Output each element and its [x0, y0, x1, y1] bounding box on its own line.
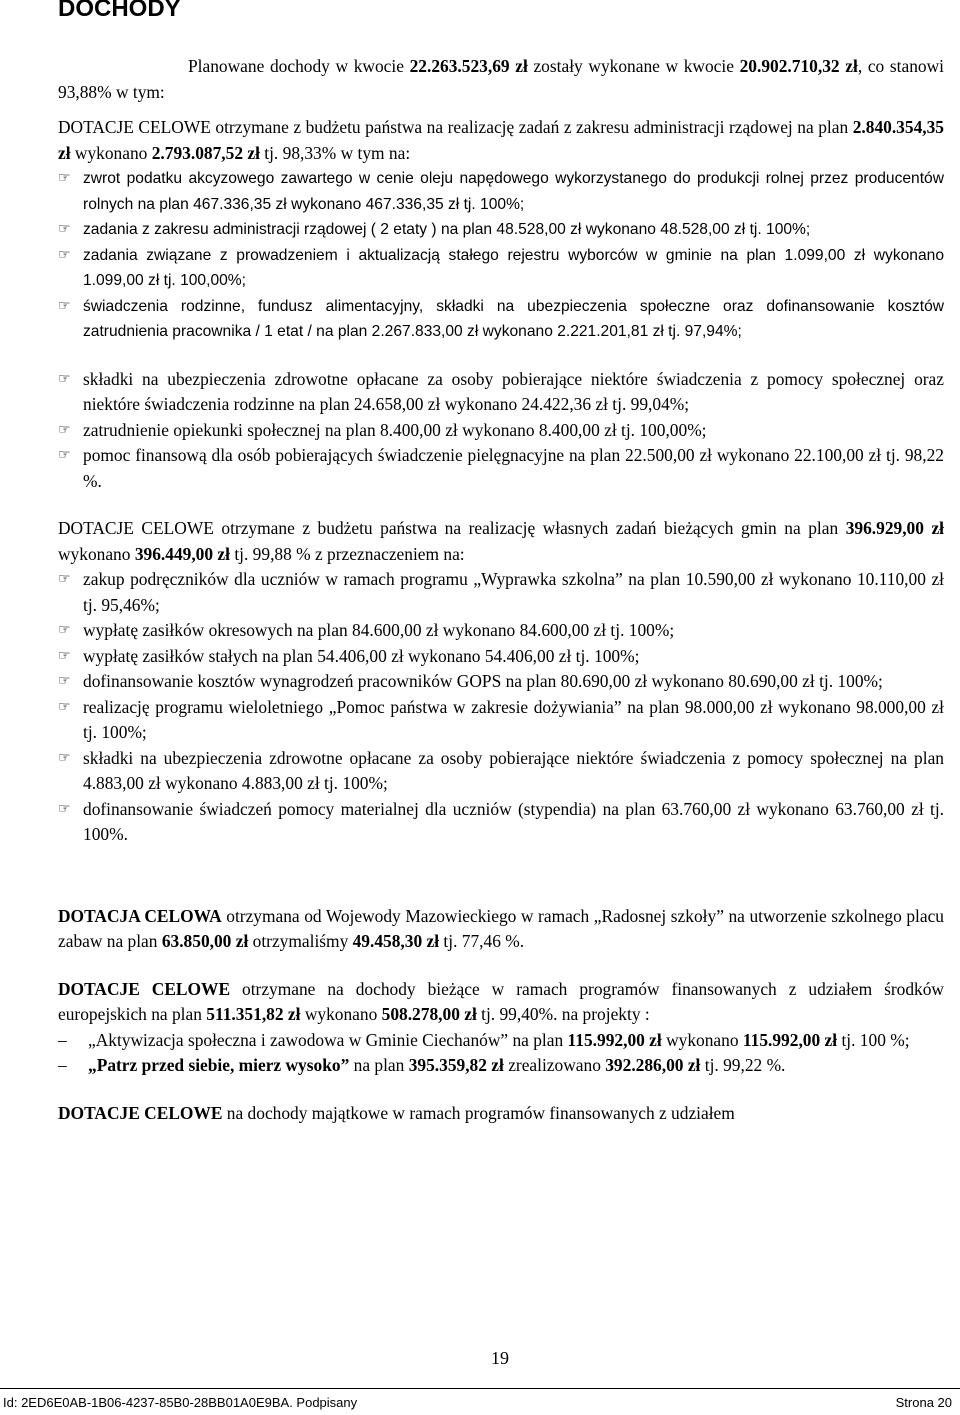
section2-heading: DOTACJE CELOWE [58, 518, 214, 538]
list-item [58, 797, 944, 848]
list-item-text: składki na ubezpieczenia zdrowotne opłacane za osoby pobierające niektóre świadczenia z pomocy społecznej oraz niektóre świadczenia rodzinne na plan 24.658,00 zł wykonano 24.422,36 zł tj. 99,04%; [83, 368, 944, 414]
list-item-text: zadania z zakresu administracji rządowej ( 2 etaty ) na plan 48.528,00 zł wykonano 48.528,00 zł tj. 100%; [83, 221, 811, 238]
project-list [58, 1028, 944, 1079]
list-item-text: zwrot podatku akcyzowego zawartego w cenie oleju napędowego wykorzystanego do produkcji rolnej przez producentów rolnych na plan 467.336,35 zł wykonano 467.336,35 zł tj. 100%; [83, 170, 944, 213]
list-item [58, 243, 944, 294]
list-item [58, 217, 944, 243]
list-item-text: wypłatę zasiłków stałych na plan 54.406,00 zł wykonano 54.406,00 zł tj. 100%; [83, 645, 640, 666]
hand-pointing-icon: ☞ [58, 749, 71, 766]
project-item: – „Patrz przed siebie, mierz wysoko” na plan 395.359,82 zł zrealizowano 392.286,00 zł tj. 99,22 %. [58, 1053, 944, 1079]
list-item [58, 618, 944, 644]
section2-list [58, 567, 944, 848]
hand-pointing-icon: ☞ [58, 571, 71, 587]
hand-pointing-icon: ☞ [58, 297, 71, 314]
section1-heading: DOTACJE CELOWE [58, 117, 211, 137]
section4-paragraph: DOTACJE CELOWE otrzymane na dochody bieżące w ramach programów finansowanych z udziałem środków europejskich na plan 511.351,82 zł wykonano 508.278,00 zł tj. 99,40%. na projekty : [58, 978, 944, 1024]
section3-paragraph: DOTACJA CELOWA otrzymana od Wojewody Mazowieckiego w ramach „Radosnej szkoły” na utworzenie szkolnego placu zabaw na plan 63.850,00 zł otrzymaliśmy 49.458,30 zł tj. 77,46 %. [58, 905, 945, 951]
list-item [58, 294, 944, 345]
dash-bullet: – [58, 1055, 67, 1075]
list-item [58, 418, 944, 444]
page-number: 19 [491, 1348, 509, 1368]
list-item-text: świadczenia rodzinne, fundusz alimentacyjny, składki na ubezpieczenia społeczne oraz dofinansowanie kosztów zatrudnienia pracownika / 1 etat / na plan 2.267.833,00 zł wykonano 2.221.201,81 zł tj. 97,94%; [83, 297, 944, 340]
section4-heading: DOTACJE CELOWE [58, 978, 231, 999]
section1-paragraph: DOTACJE CELOWE otrzymane z budżetu państwa na realizację zadań z zakresu administracji rządowej na plan 2.840.354,35 zł wykonano 2.793.087,52 zł tj. 98,33% w tym na: [58, 117, 945, 163]
hand-pointing-icon: ☞ [58, 170, 71, 186]
hand-pointing-icon: ☞ [58, 647, 71, 664]
footer-page-label: Strona 20 [895, 1395, 952, 1410]
footer-divider [0, 1388, 960, 1389]
list-item-text: składki na ubezpieczenia zdrowotne opłacane za osoby pobierające niektóre świadczenia z pomocy społecznej na plan 4.883,00 zł wykonano 4.883,00 zł tj. 100%; [83, 747, 944, 793]
hand-pointing-icon: ☞ [58, 447, 71, 463]
list-item [58, 669, 944, 695]
hand-pointing-icon: ☞ [58, 622, 71, 638]
section1-list [58, 166, 944, 345]
hand-pointing-icon: ☞ [58, 221, 71, 237]
intro-paragraph: Planowane dochody w kwocie 22.263.523,69 zł zostały wykonane w kwocie 20.902.710,32 zł, co stanowi 93,88% w tym: [58, 56, 944, 102]
list-item-text: wypłatę zasiłków okresowych na plan 84.600,00 zł wykonano 84.600,00 zł tj. 100%; [83, 620, 675, 640]
intro-executed-amount: 20.902.710,32 zł [739, 56, 858, 76]
hand-pointing-icon: ☞ [58, 246, 71, 263]
list-item [58, 166, 944, 217]
list-item [58, 695, 944, 746]
hand-pointing-icon: ☞ [58, 800, 71, 817]
hand-pointing-icon: ☞ [58, 421, 71, 438]
list-item [58, 443, 944, 494]
section3-heading: DOTACJA CELOWA [58, 905, 222, 926]
list-item-text: realizację programu wieloletniego „Pomoc państwa w zakresie dożywiania” na plan 98.000,00 zł wykonano 98.000,00 zł tj. 100%; [83, 696, 944, 742]
list-item [58, 746, 944, 797]
section5-heading: DOTACJE CELOWE [58, 1102, 223, 1123]
list-item-text: zakup podręczników dla uczniów w ramach programu „Wyprawka szkolna” na plan 10.590,00 zł wykonano 10.110,00 zł tj. 95,46%; [83, 569, 944, 615]
list-item-text: zadania związane z prowadzeniem i aktualizacją stałego rejestru wyborców w gminie na plan 1.099,00 zł wykonano 1.099,00 zł tj. 100,00%; [83, 246, 944, 289]
hand-pointing-icon: ☞ [58, 698, 71, 715]
document-body [58, 54, 944, 1126]
intro-plan-amount: 22.263.523,69 zł [409, 56, 528, 76]
section2-paragraph: DOTACJE CELOWE otrzymane z budżetu państwa na realizację własnych zadań bieżących gmin na plan 396.929,00 zł wykonano 396.449,00 zł tj. 99,88 % z przeznaczeniem na: [58, 518, 945, 564]
project-item: – „Aktywizacja społeczna i zawodowa w Gminie Ciechanów” na plan 115.992,00 zł wykonano 115.992,00 zł tj. 100 %; [58, 1028, 944, 1054]
list-item-text: dofinansowanie świadczeń pomocy materialnej dla uczniów (stypendia) na plan 63.760,00 zł wykonano 63.760,00 zł tj. 100%. [83, 798, 944, 844]
list-item-text: dofinansowanie kosztów wynagrodzeń pracowników GOPS na plan 80.690,00 zł wykonano 80.690,00 zł tj. 100%; [83, 671, 883, 691]
section5-paragraph: DOTACJE CELOWE na dochody majątkowe w ramach programów finansowanych z udziałem [58, 1102, 735, 1123]
list-item [58, 367, 944, 418]
list-item-text: pomoc finansową dla osób pobierających świadczenie pielęgnacyjne na plan 22.500,00 zł wykonano 22.100,00 zł tj. 98,22 %. [83, 445, 944, 491]
footer-document-id: Id: 2ED6E0AB-1B06-4237-85B0-28BB01A0E9BA. Podpisany [3, 1395, 358, 1410]
hand-pointing-icon: ☞ [58, 370, 71, 387]
list-item [58, 567, 944, 618]
page-title: DOCHODY [58, 0, 181, 22]
dash-bullet: – [58, 1029, 67, 1050]
section1-list-continued [58, 367, 944, 495]
list-item [58, 644, 944, 670]
hand-pointing-icon: ☞ [58, 673, 71, 689]
list-item-text: zatrudnienie opiekunki społecznej na plan 8.400,00 zł wykonano 8.400,00 zł tj. 100,00%; [83, 419, 707, 440]
